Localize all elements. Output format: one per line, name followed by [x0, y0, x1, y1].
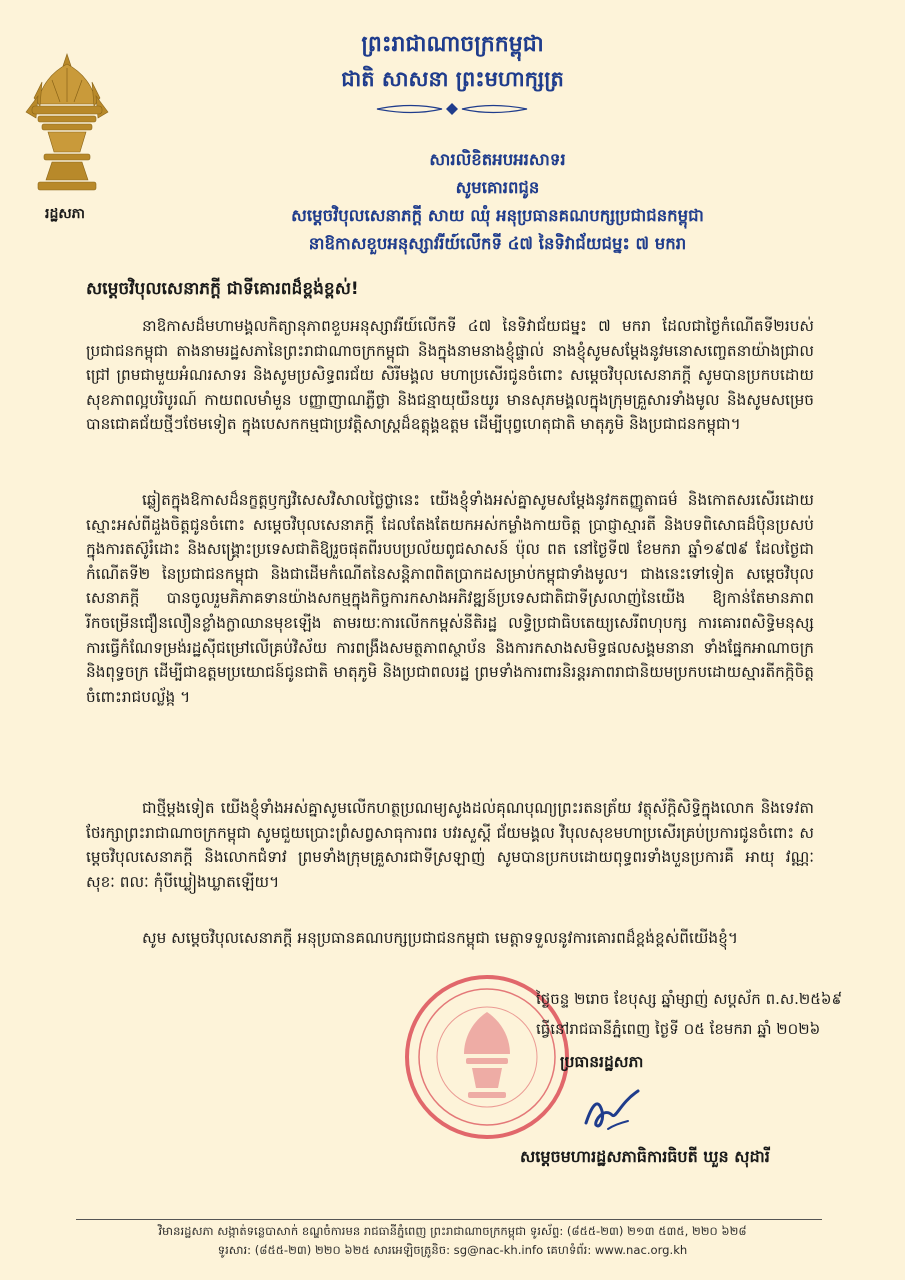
paragraph-1: [86, 314, 814, 437]
national-assembly-emblem-icon: [22, 52, 112, 202]
kingdom-header: [0, 26, 905, 96]
national-motto: ជាតិ សាសនា ព្រះមហាក្សត្រ: [341, 66, 564, 91]
lunar-date: ថ្ងៃចន្ទ ២រោច ខែបុស្ស ឆ្នាំម្សាញ់ សប្តស័ក ព.ស.២៥៦៩: [536, 990, 843, 1008]
paragraph-text: ឆ្លៀតក្នុងឱកាសដ៏នក្ខត្តឫក្សវិសេសវិសាលថ្លៃថ្លានេះ យើងខ្ញុំទាំងអស់គ្នាសូមសម្តែងនូវកតញ្ញូតាធម៌ និងកោតសរសើរដោយស្មោះអស់ពីដួងចិត្តជូនចំពោះ សម្តេចវិបុលសេនាភក្តី ដែលតែងតែយកអស់កម្លាំងកាយចិត្ត ប្រាជ្ញាស្មារតី និងបទពិសោធដ៏ប៉ិនប្រសប់ ក្នុងការតស៊ូរំដោះ និងសង្គ្រោះប្រទេសជាតិឱ្យរួចផុតពីរបបប្រល័យពូជសាសន៍ ប៉ុល ពត នៅថ្ងៃទី៧ ខែមករា ឆ្នាំ១៩៧៩ ដែលថ្ងៃជាកំណើតទី២ នៃប្រជាជនកម្ពុជា និងជាដើមកំណើតនៃសន្តិភាពពិតប្រាកដសម្រាប់កម្ពុជាទាំងមូល។ ជាងនេះទៅទៀត សម្តេចវិបុលសេនាភក្តី បានចូលរួមភិភាគទានយ៉ាងសកម្មក្នុងកិច្ចការកសាងអភិវឌ្ឍន៍ប្រទេសជាតិជាទីស្រលាញ់នៃយើង ឱ្យកាន់តែមានភាពរីកចម្រើនជឿនលឿនខ្លាំងក្លាឈានមុខឡើង តាមរយៈការលើកកម្ពស់នីតិរដ្ឋ លទ្ធិប្រជាធិបតេយ្យសេរីពហុបក្ស ការគោរពសិទ្ធិមនុស្ស ការធ្វើកំណែទម្រង់រដ្ឋស៊ីជម្រៅលើគ្រប់វិស័យ ការពង្រឹងសមត្ថភាពស្ថាប័ន និងការកសាងសមិទ្ធផលសង្គមនានា ទាំងផ្នែកអាណាចក្រ និងពុទ្ធចក្រ ដើម្បីជាឧត្តមប្រយោជន៍ជូនជាតិ មាតុភូមិ និងប្រជាពលរដ្ឋ ព្រមទាំងការពារនិរន្តរភាពរាជានិយមប្រកបដោយស្មារតីកក្កិចិត្តចំពោះរាជបល្ល័ង្ក ។: [86, 491, 814, 706]
logo-caption: រដ្ឋសភា: [45, 206, 85, 222]
paragraph-text: សូម សម្តេចវិបុលសេនាភក្តី អនុប្រធានគណបក្សប្រជាជនកម្ពុជា មេត្តាទទួលនូវការគោរពដ៏ខ្ពង់ខ្ពស់ពីយើងខ្ញុំ។: [142, 929, 738, 947]
paragraph-2: [86, 488, 814, 709]
kingdom-name: ព្រះរាជាណាចក្រកម្ពុជា: [361, 31, 544, 57]
recipient-line: សម្តេចវិបុលសេនាភក្តី សាយ ឈុំ អនុប្រធានគណបក្សប្រជាជនកម្ពុជា: [291, 206, 704, 225]
occasion-line: នាឱកាសខួបអនុស្សាវរីយ៍លើកទី ៤៧ នៃទិវាជ័យជម្នះ ៧ មករា: [308, 234, 687, 253]
paragraph-3: [86, 796, 814, 894]
letter-title: សារលិខិតអបអរសាទរ: [429, 150, 566, 169]
place-date: ធ្វើនៅរាជធានីភ្នំពេញ ថ្ងៃទី ០៥ ខែមករា ឆ្នាំ ២០២៦: [536, 1020, 821, 1038]
paragraph-text: នាឱកាសដ៏មហាមង្គលកិត្យានុភាពខួបអនុស្សាវរីយ៍លើកទី ៤៧ នៃទិវាជ័យជម្នះ ៧ មករា ដែលជាថ្ងៃកំណើតទី២របស់ប្រជាជនកម្ពុជា តាងនាមរដ្ឋសភានៃព្រះរាជាណាចក្រកម្ពុជា និងក្នុងនាមនាងខ្ញុំផ្ទាល់ នាងខ្ញុំសូមសម្តែងនូវមនោសញ្ចេតនាយ៉ាងជ្រាលជ្រៅ ព្រមជាមួយអំណរសាទរ និងសូមប្រសិទ្ធពរជ័យ សិរីមង្គល មហាប្រសើរជូនចំពោះ សម្តេចវិបុលសេនាភក្តី សូមបានប្រកបដោយសុខភាពល្អបរិបូរណ៍ កាយពលមាំមួន បញ្ញាញាណភ្លឺថ្លា និងជន្មាយុយឺនយូរ មានសុភមង្គលក្នុងក្រុមគ្រួសារទាំងមូល និងសូមសម្រេចបានជោគជ័យថ្មីៗថែមទៀត ក្នុងបេសកកម្មជាប្រវត្តិសាស្ត្រដ៏ឧត្តុង្គឧត្តម ដើម្បីបុព្វហេតុជាតិ មាតុភូមិ និងប្រជាជនកម្ពុជា។: [86, 317, 814, 434]
signer-name: សម្តេចមហារដ្ឋសភាធិការធិបតី ឃួន សុដារី: [520, 1147, 770, 1166]
divider-ornament-icon: [372, 100, 532, 118]
paragraph-text: ជាថ្មីម្តងទៀត យើងខ្ញុំទាំងអស់គ្នាសូមលើកហត្ថប្រណម្យសូងដល់គុណបុណ្យព្រះរតនត្រ័យ វត្ថុស័ក្តិសិទ្ធិក្នុងលោក និងទេវតាថែរក្សាព្រះរាជាណាចក្រកម្ពុជា សូមជួយប្រោះព្រំសព្វសាធុការពរ បវរសួស្តី ជ័យមង្គល វិបុលសុខមហាប្រសើរគ្រប់ប្រការជូនចំពោះ សម្តេចវិបុលសេនាភក្តី និងលោកជំទាវ ព្រមទាំងក្រុមគ្រួសារជាទីស្រឡាញ់ សូមបានប្រកបដោយពុទ្ធពរទាំងបួនប្រការគឺ អាយុ វណ្ណៈ សុខៈ ពលៈ កុំបីឃ្លៀងឃ្លាតឡើយ។: [86, 799, 814, 891]
salutation: សម្តេចវិបុលសេនាភក្តី ជាទីគោរពដ៏ខ្ពង់ខ្ពស់!: [86, 279, 359, 299]
handwritten-signature-icon: [582, 1085, 642, 1135]
paragraph-4: [86, 926, 814, 951]
letter-title-block: [100, 146, 895, 258]
footer-divider: [76, 1219, 822, 1220]
footer-contact: ទូរសារ: (៨៥៥-២៣) ២២០ ៦២៥ សារអេឡិចត្រូនិច: sg@nac-kh.info គេហទំព័រ: www.nac.org.kh: [217, 1243, 688, 1257]
signer-role: ប្រធានរដ្ឋសភា: [560, 1053, 644, 1071]
footer-address: វិមានរដ្ឋសភា សង្កាត់ទន្លេបាសាក់ ខណ្ឌចំការមន រាជធានីភ្នំពេញ ព្រះរាជាណាចក្រកម្ពុជា ទូរស័ព្ទ: (៨៥៥-២៣) ២១៣ ៥៣៥, ២២០ ៦២៨: [158, 1224, 747, 1238]
letter-dedication: សូមគោរពជូន: [455, 178, 540, 197]
